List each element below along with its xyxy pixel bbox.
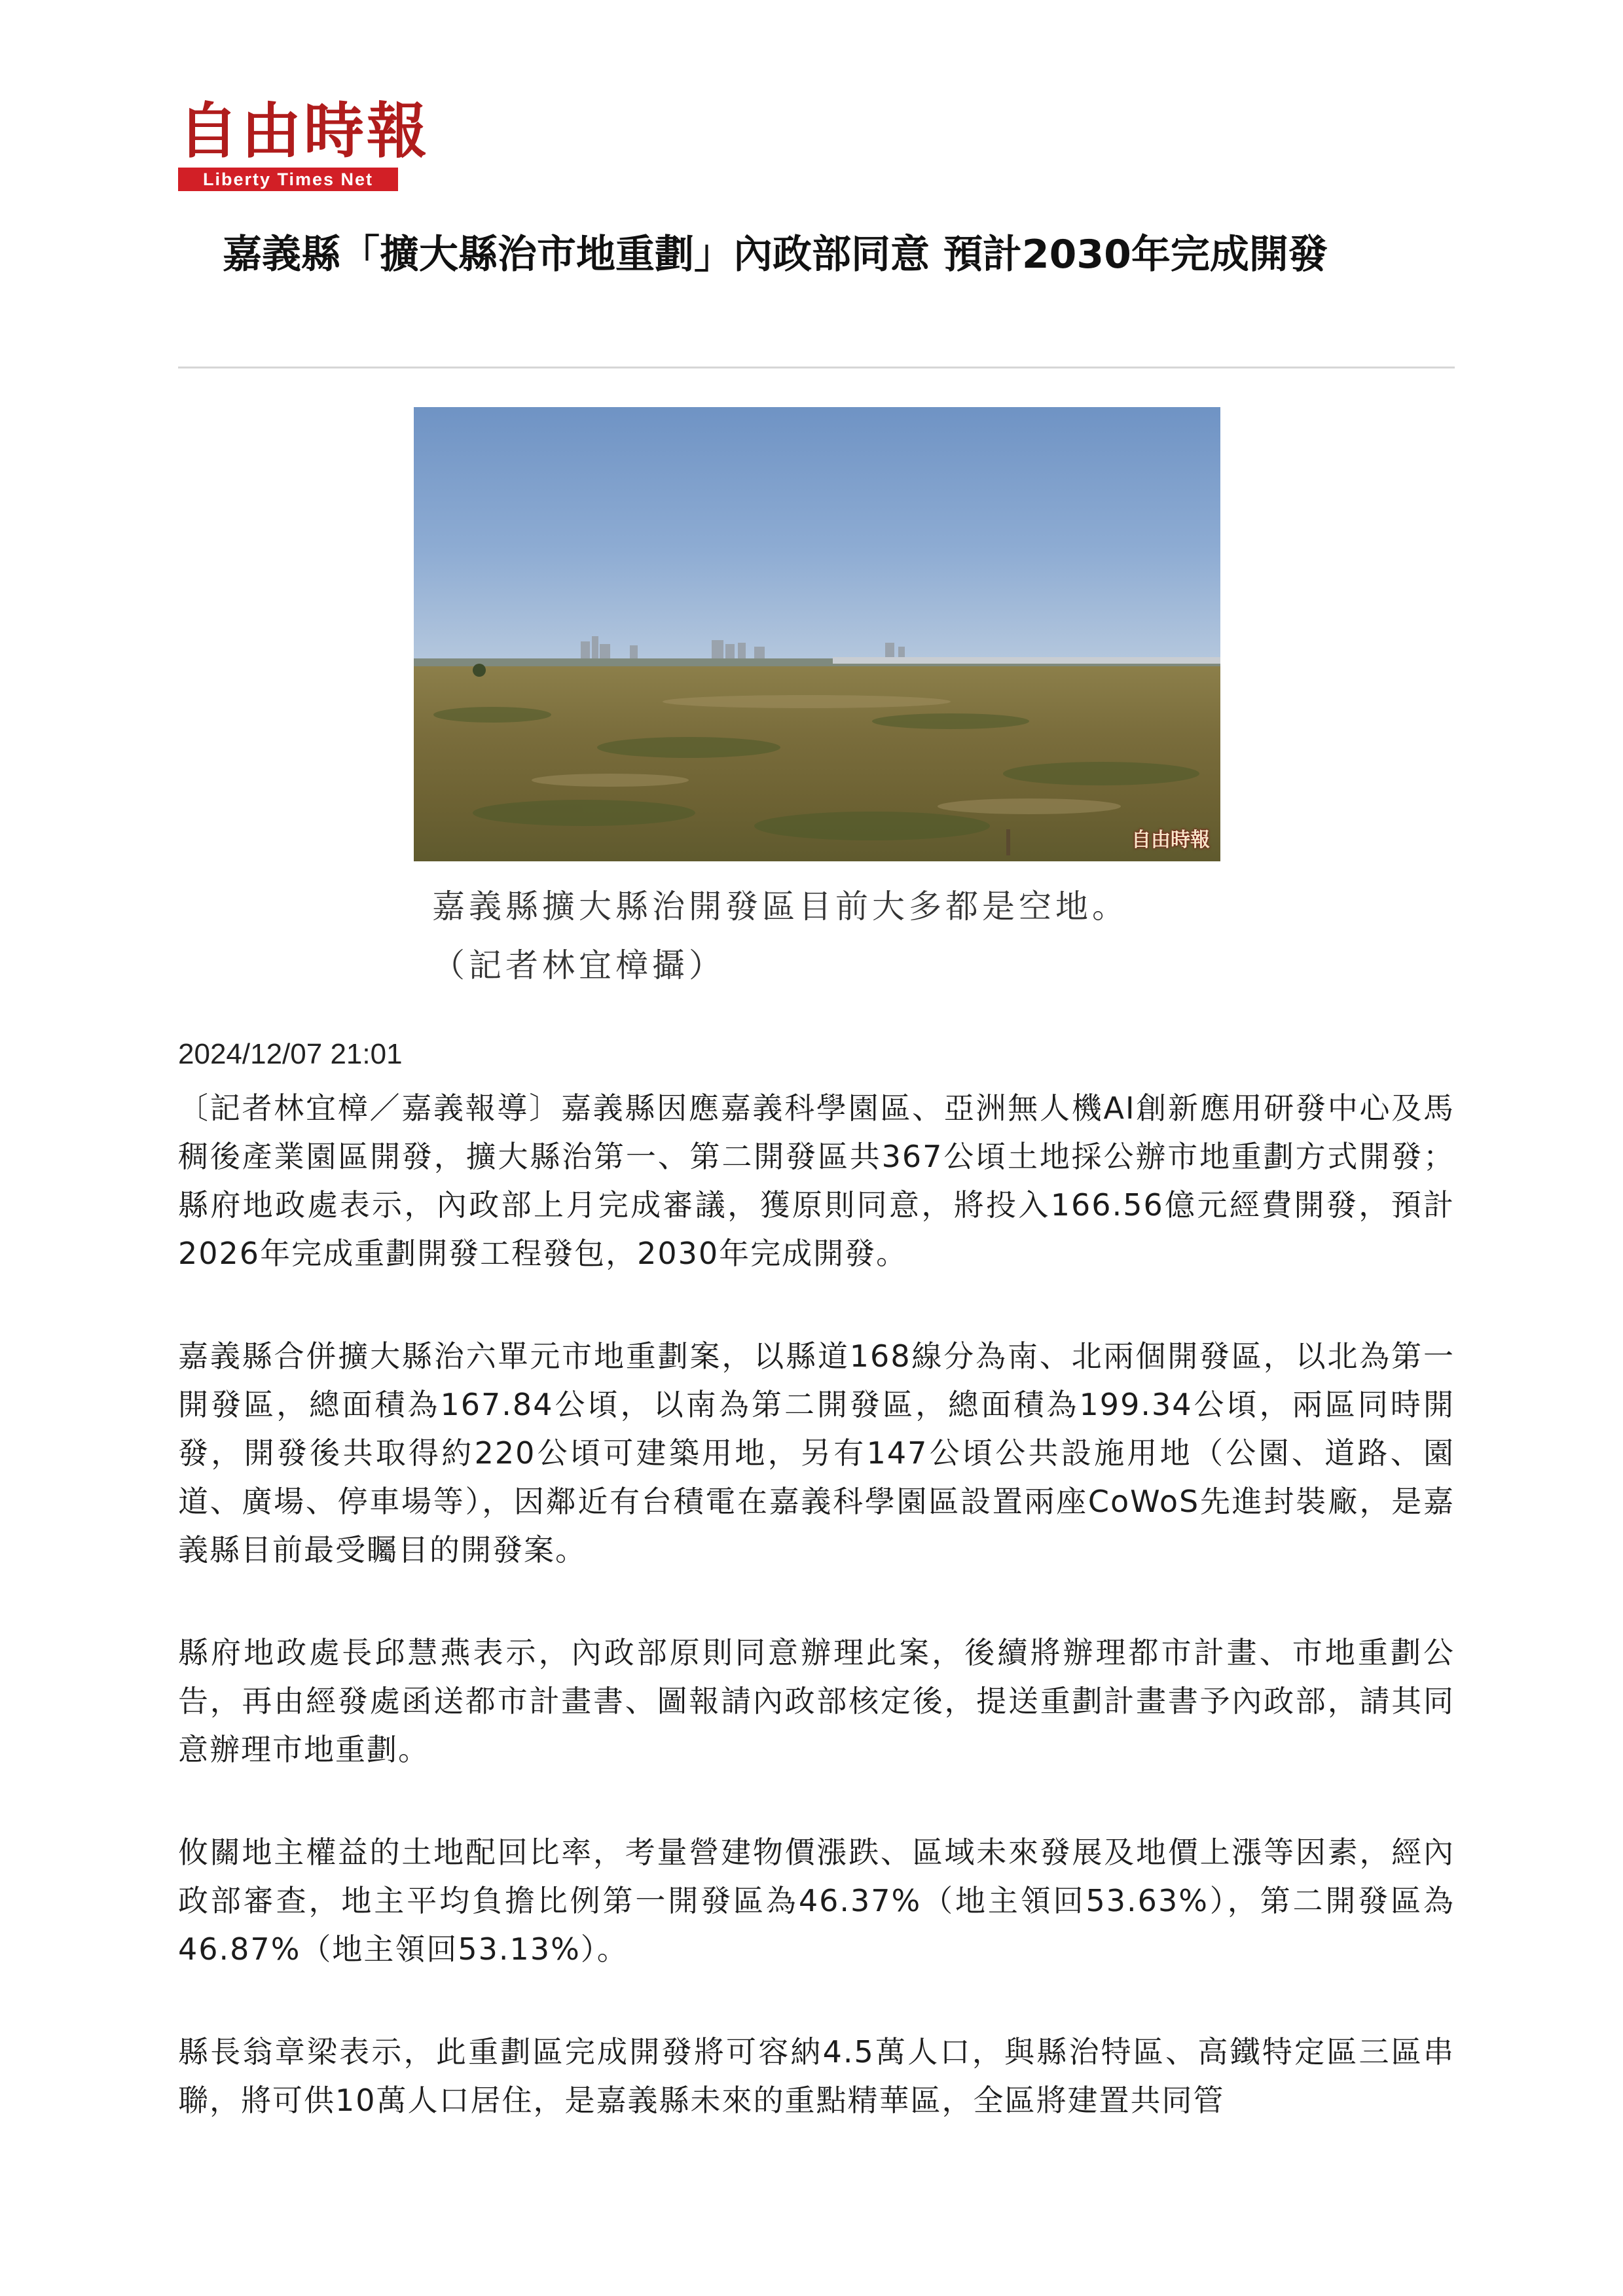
caption-line-1: 嘉義縣擴大縣治開發區目前大多都是空地。 [432, 888, 1129, 925]
caption-line-2: （記者林宜樟攝） [432, 946, 725, 984]
publish-datetime: 2024/12/07 21:01 [178, 1038, 403, 1070]
photo-watermark: 自由時報 [1131, 829, 1210, 852]
article-title: 嘉義縣「擴大縣治市地重劃」內政部同意 預計2030年完成開發 [223, 232, 1328, 278]
paragraph: 縣府地政處長邱慧燕表示，內政部原則同意辦理此案，後續將辦理都市計畫、市地重劃公告，再由經發處函送都市計畫書、圖報請內政部核定後，提送重劃計畫書予內政部，請其同意辦理市地重劃。 [178, 1635, 1455, 1767]
logo-english-text: Liberty Times Net [178, 168, 398, 191]
paragraph: 嘉義縣合併擴大縣治六單元市地重劃案，以縣道168線分為南、北兩個開發區，以北為第一開發區，總面積為167.84公頃，以南為第二開發區，總面積為199.34公頃，兩區同時開發，開發後共取得約220公頃可建築用地，另有147公頃公共設施用地（公園、道路、園道、廣場、停車場等），因鄰近有台積電在嘉義科學園區設置兩座CoWoS先進封裝廠，是嘉義縣目前最受矚目的開發案。 [178, 1338, 1455, 1568]
title-divider [178, 367, 1455, 368]
photo-landscape-image [414, 407, 1220, 861]
photo-caption [432, 877, 1218, 995]
paragraph: 攸關地主權益的土地配回比率，考量營建物價漲跌、區域未來發展及地價上漲等因素，經內政部審查，地主平均負擔比例第一開發區為46.37%（地主領回53.63%），第二開發區為46.87%（地主領回53.13%）。 [178, 1835, 1455, 1967]
article-photo[interactable] [414, 407, 1220, 861]
liberty-times-logo[interactable] [178, 96, 430, 191]
logo-chinese-text: 自由時報 [178, 96, 430, 166]
paragraph: 〔記者林宜樟／嘉義報導〕嘉義縣因應嘉義科學園區、亞洲無人機AI創新應用研發中心及馬稠後產業園區開發，擴大縣治第一、第二開發區共367公頃土地採公辦市地重劃方式開發；縣府地政處表示，內政部上月完成審議，獲原則同意，將投入166.56億元經費開發，預計2026年完成重劃開發工程發包，2030年完成開發。 [178, 1090, 1455, 1271]
paragraph: 縣長翁章梁表示，此重劃區完成開發將可容納4.5萬人口，與縣治特區、高鐵特定區三區串聯，將可供10萬人口居住，是嘉義縣未來的重點精華區，全區將建置共同管 [178, 2034, 1455, 2118]
article-body [178, 1084, 1455, 2179]
